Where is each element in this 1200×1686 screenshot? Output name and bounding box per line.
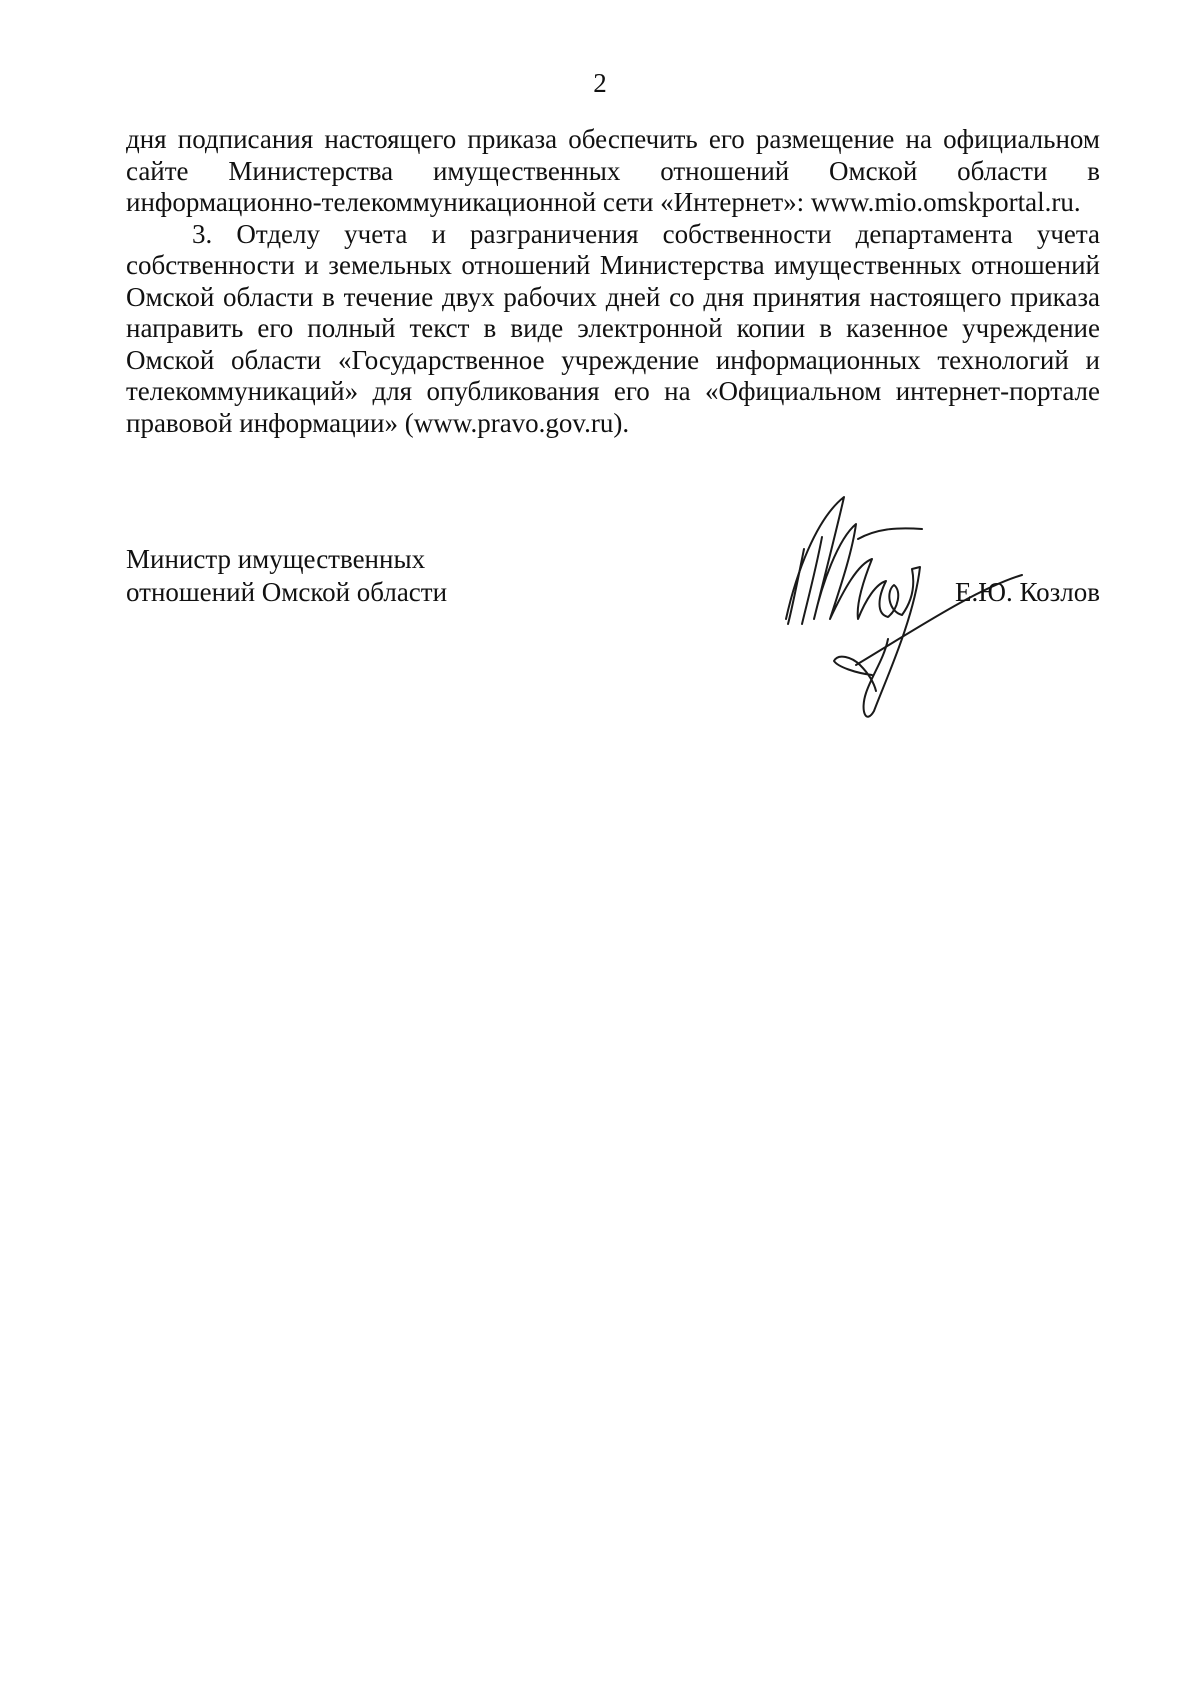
signature-stroke-left-2 <box>802 537 822 624</box>
signature-block <box>126 543 1100 723</box>
page-number: 2 <box>593 68 607 98</box>
signature-stroke-top <box>858 528 922 539</box>
document-body <box>126 124 1100 439</box>
signer-title-line-1: Министр имущественных <box>126 544 426 574</box>
signer-title <box>126 543 447 609</box>
signer-name: Е.Ю. Козлов <box>954 577 1100 607</box>
paragraph-item-3: 3. Отделу учета и разграничения собственности департамента учета собственности и земельных отношений Министерства имущественных отношений Омской области в течение двух рабочих дней со дня принятия настоящего приказа направить его полный текст в виде электронной копии в казенное учреждение Омской области «Государственное учреждение информационных технологий и телекоммуникаций» для опубликования его на «Официальном интернет-портале правовой информации» (www.pravo.gov.ru). <box>126 218 1100 438</box>
signature-stroke-left-1 <box>788 549 804 624</box>
paragraph-continuation: дня подписания настоящего приказа обеспечить его размещение на официальном сайте Министерства имущественных отношений Омской области в информационно-телекоммуникационной сети «Интернет»: www.mio.omskportal.ru. <box>126 124 1100 217</box>
signer-title-line-2: отношений Омской области <box>126 577 448 607</box>
